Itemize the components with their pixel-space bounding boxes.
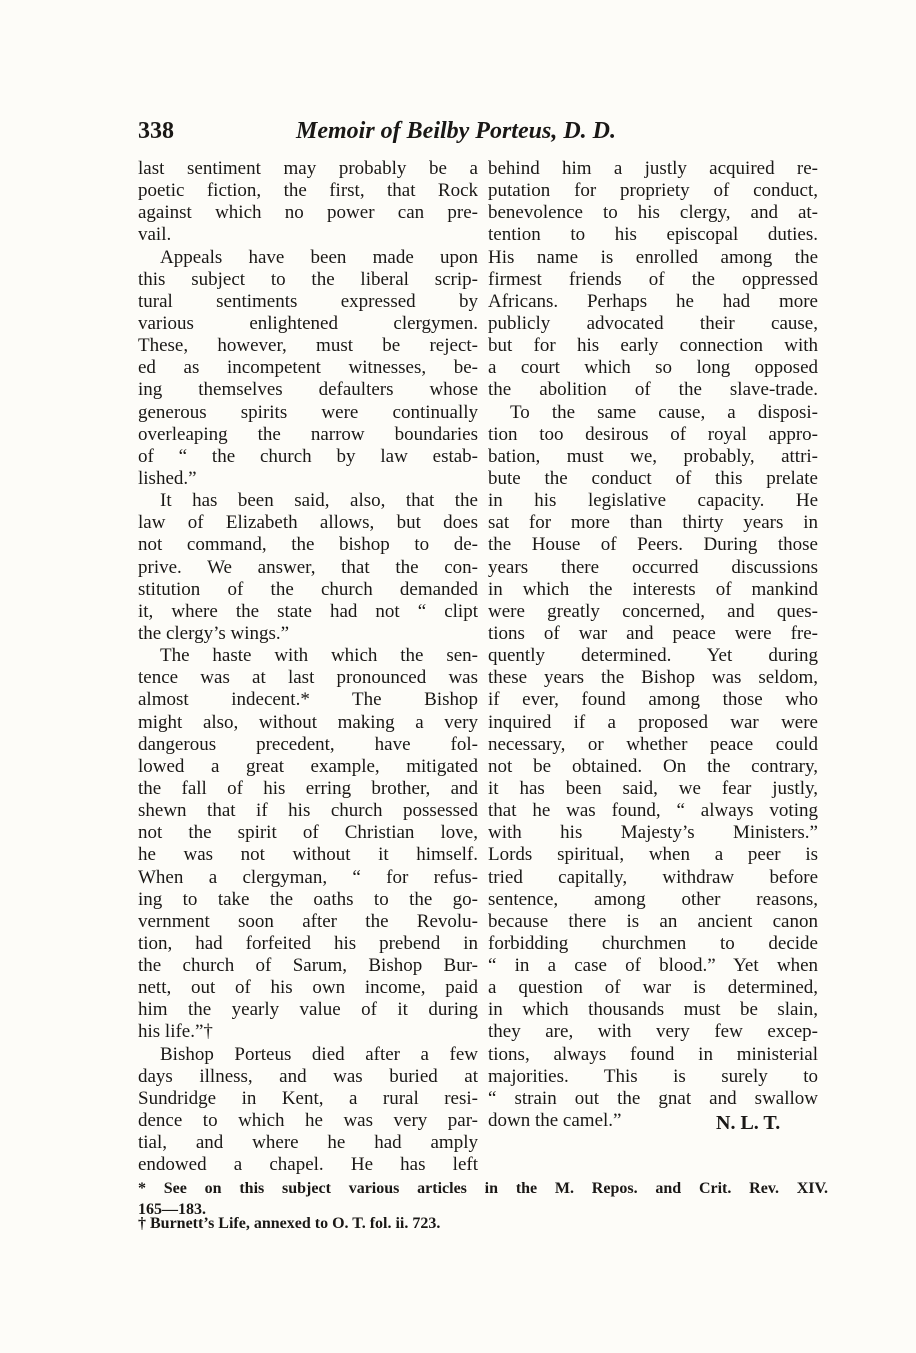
left-column-line: dence to which he was very par-: [138, 1110, 478, 1132]
left-column-line: tion, had forfeited his prebend in: [138, 932, 478, 954]
left-column-line: nett, out of his own income, paid: [138, 977, 478, 999]
left-column-line: might also, without making a very: [138, 711, 478, 733]
running-header: [138, 118, 818, 152]
right-column-line: bation, must we, probably, attri-: [488, 445, 818, 467]
right-column-line: that he was found, “ always voting: [488, 800, 818, 822]
right-column-line: were greatly concerned, and ques-: [488, 600, 818, 622]
right-column-line: in his legislative capacity. He: [488, 490, 818, 512]
right-column-line: To the same cause, a disposi-: [510, 401, 818, 423]
right-column-line: bute the conduct of this prelate: [488, 467, 818, 489]
left-column-line: prive. We answer, that the con-: [138, 556, 478, 578]
right-column-line: sat for more than thirty years in: [488, 512, 818, 534]
left-column-line: ed as incompetent witnesses, be-: [138, 357, 478, 379]
left-column-line: overleaping the narrow boundaries: [138, 423, 478, 445]
author-signature: N. L. T.: [716, 1112, 781, 1134]
right-column-line: tion too desirous of royal appro-: [488, 423, 818, 445]
left-column-line: not command, the bishop to de-: [138, 534, 478, 556]
footnote-2-line: † Burnett’s Life, annexed to O. T. fol. ii. 723.: [138, 1215, 441, 1232]
left-column-line: various enlightened clergymen.: [138, 312, 478, 334]
left-column-line: shewn that if his church possessed: [138, 800, 478, 822]
left-column-line: this subject to the liberal scrip-: [138, 268, 478, 290]
right-column-line: tried capitally, withdraw before: [488, 866, 818, 888]
right-column-line: in which the interests of mankind: [488, 578, 818, 600]
right-column-line: firmest friends of the oppressed: [488, 268, 818, 290]
left-column-line: days illness, and was buried at: [138, 1065, 478, 1087]
right-column-line: these years the Bishop was seldom,: [488, 667, 818, 689]
right-column-line: “ strain out the gnat and swallow: [488, 1087, 818, 1109]
right-column-line: they are, with very few excep-: [488, 1021, 818, 1043]
right-column-line: forbidding churchmen to decide: [488, 932, 818, 954]
right-column-line: years there occurred discussions: [488, 556, 818, 578]
right-column-line: down the camel.”: [488, 1110, 622, 1132]
left-column-line: he was not without it himself.: [138, 844, 478, 866]
right-column-line: sentence, among other reasons,: [488, 888, 818, 910]
left-column-line: the church of Sarum, Bishop Bur-: [138, 955, 478, 977]
left-column-line: ing to take the oaths to the go-: [138, 888, 478, 910]
left-column-line: him the yearly value of it during: [138, 999, 478, 1021]
right-column-line: His name is enrolled among the: [488, 246, 818, 268]
right-column-line: a question of war is determined,: [488, 977, 818, 999]
right-column-line: tions, always found in ministerial: [488, 1043, 818, 1065]
right-column-line: publicly advocated their cause,: [488, 312, 818, 334]
right-column-line: in which thousands must be slain,: [488, 999, 818, 1021]
right-column-line: Africans. Perhaps he had more: [488, 290, 818, 312]
left-column-line: It has been said, also, that the: [160, 490, 478, 512]
left-column-line: it, where the state had not “ clipt: [138, 600, 478, 622]
footnote-1-line-2: 165—183.: [138, 1201, 206, 1218]
right-column: [488, 158, 818, 1132]
right-column-line: the House of Peers. During those: [488, 534, 818, 556]
right-column-line: a court which so long opposed: [488, 357, 818, 379]
left-column-line: law of Elizabeth allows, but does: [138, 512, 478, 534]
left-column-line: the clergy’s wings.”: [138, 622, 290, 644]
left-column-line: Appeals have been made upon: [160, 246, 478, 268]
left-column-line: last sentiment may probably be a: [138, 158, 478, 179]
left-column-line: These, however, must be reject-: [138, 335, 478, 357]
left-column-line: ing themselves defaulters whose: [138, 379, 478, 401]
right-column-line: necessary, or whether peace could: [488, 733, 818, 755]
left-column-line: against which no power can pre-: [138, 202, 478, 224]
left-column-line: not the spirit of Christian love,: [138, 822, 478, 844]
right-column-line: not be obtained. On the contrary,: [488, 755, 818, 777]
left-column-line: generous spirits were continually: [138, 401, 478, 423]
right-column-line: majorities. This is surely to: [488, 1065, 818, 1087]
right-column-line: Lords spiritual, when a peer is: [488, 844, 818, 866]
right-column-line: “ in a case of blood.” Yet when: [488, 955, 818, 977]
left-column-line: dangerous precedent, have fol-: [138, 733, 478, 755]
left-column-line: of “ the church by law estab-: [138, 445, 478, 467]
right-column-line: putation for propriety of conduct,: [488, 180, 818, 202]
right-column-line: with his Majesty’s Ministers.”: [488, 822, 818, 844]
right-column-line: behind him a justly acquired re-: [488, 158, 818, 179]
right-column-line: if ever, found among those who: [488, 689, 818, 711]
left-column-line: tial, and where he had amply: [138, 1132, 478, 1154]
right-column-line: the abolition of the slave-trade.: [488, 379, 818, 401]
left-column-line: tural sentiments expressed by: [138, 290, 478, 312]
left-column-line: Sundridge in Kent, a rural resi-: [138, 1087, 478, 1109]
left-column-line: Bishop Porteus died after a few: [160, 1043, 478, 1065]
left-column-line: stitution of the church demanded: [138, 578, 478, 600]
left-column-line: his life.”†: [138, 1021, 213, 1043]
right-column-line: tions of war and peace were fre-: [488, 622, 818, 644]
left-column-line: lowed a great example, mitigated: [138, 755, 478, 777]
right-column-line: quently determined. Yet during: [488, 645, 818, 667]
right-column-line: it has been said, we fear justly,: [488, 777, 818, 799]
left-column-line: poetic fiction, the first, that Rock: [138, 180, 478, 202]
right-column-line: benevolence to his clergy, and at-: [488, 202, 818, 224]
left-column-line: vail.: [138, 224, 172, 246]
right-column-line: inquired if a proposed war were: [488, 711, 818, 733]
left-column-line: the fall of his erring brother, and: [138, 777, 478, 799]
footnote-1-line-1: * See on this subject various articles in the M. Repos. and Crit. Rev. XIV.: [138, 1180, 828, 1197]
footnote-2: [138, 1213, 828, 1234]
left-column: [138, 158, 478, 1176]
page-number: 338: [138, 118, 174, 144]
left-column-line: lished.”: [138, 467, 197, 489]
left-column-line: vernment soon after the Revolu-: [138, 910, 478, 932]
right-column-line: because there is an ancient canon: [488, 910, 818, 932]
left-column-line: When a clergyman, “ for refus-: [138, 866, 478, 888]
running-title: Memoir of Beilby Porteus, D. D.: [296, 118, 616, 144]
left-column-line: The haste with which the sen-: [160, 645, 478, 667]
left-column-line: almost indecent.* The Bishop: [138, 689, 478, 711]
left-column-line: tence was at last pronounced was: [138, 667, 478, 689]
right-column-line: but for his early connection with: [488, 335, 818, 357]
right-column-line: tention to his episcopal duties.: [488, 224, 818, 246]
left-column-line: endowed a chapel. He has left: [138, 1154, 478, 1176]
